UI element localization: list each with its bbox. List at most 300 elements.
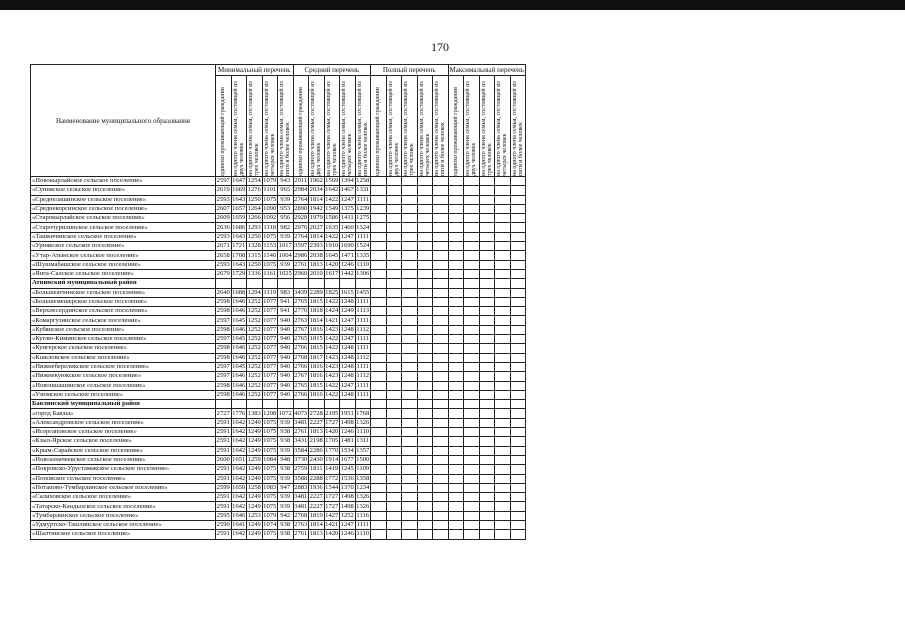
value-cell: 1642	[232, 428, 246, 436]
value-cell	[402, 269, 418, 278]
value-cell: 2928	[294, 214, 308, 222]
value-cell	[464, 372, 480, 381]
table-row	[31, 195, 526, 204]
value-cell	[371, 409, 387, 418]
value-cell: 1650	[232, 483, 246, 491]
value-cell	[386, 335, 402, 344]
value-cell	[417, 325, 433, 334]
value-cell	[216, 279, 232, 288]
value-cell: 1651	[232, 456, 246, 464]
value-cell: 2198	[309, 437, 323, 445]
value-cell	[417, 279, 433, 288]
table-row	[31, 372, 526, 381]
value-cell: 1075	[263, 493, 277, 501]
value-cell	[402, 474, 418, 483]
value-cell: 3730	[294, 456, 308, 464]
value-cell	[247, 279, 263, 288]
value-cell	[464, 251, 480, 260]
value-cell	[371, 344, 387, 353]
value-cell	[510, 428, 526, 437]
value-cell: 1814	[309, 521, 323, 529]
value-cell: 1118	[263, 223, 277, 231]
value-cell	[417, 530, 433, 539]
value-cell: 1111	[356, 232, 369, 240]
value-cell: 1818	[309, 307, 323, 315]
value-cell: 2597	[216, 177, 230, 185]
value-cell	[417, 474, 433, 483]
value-cell: 939	[278, 260, 294, 269]
value-cell: 1815	[309, 298, 323, 305]
value-cell	[386, 195, 402, 204]
value-cell: 1642	[232, 418, 246, 426]
value-cell: 1266	[247, 214, 261, 222]
value-cell	[402, 214, 418, 223]
value-cell	[495, 335, 511, 344]
value-cell	[479, 288, 495, 297]
value-cell: 1819	[309, 511, 323, 519]
settlement-name: «Татарско-Кандызское сельское поселение»	[31, 502, 216, 511]
value-cell: 1110	[356, 260, 370, 268]
value-cell: 1275	[356, 214, 370, 222]
value-cell: 1951	[340, 409, 354, 417]
settlement-name: «Утар-Атынское сельское поселение»	[31, 251, 216, 260]
value-cell: 1816	[309, 363, 323, 371]
value-cell: 1111	[356, 335, 369, 343]
value-cell: 1424	[325, 307, 339, 315]
settlement-name: «Большемешерское сельское поселение»	[31, 297, 216, 306]
value-cell	[479, 335, 495, 344]
value-cell	[402, 279, 418, 288]
value-cell: 1727	[325, 493, 339, 501]
subcolumn-label: на одного члена семьи, состоящей из трех человек	[403, 81, 416, 176]
value-cell: 1075	[263, 530, 277, 538]
settlement-name: «Исергаповское сельское поселение»	[31, 428, 216, 437]
group-header: Минимальный перечень	[216, 65, 294, 76]
value-cell	[386, 493, 402, 502]
value-cell	[340, 279, 356, 288]
value-cell: 2591	[216, 530, 230, 538]
value-cell	[448, 260, 464, 269]
value-cell: 1111	[356, 363, 369, 371]
value-cell: 1643	[232, 260, 246, 268]
value-cell: 2759	[294, 465, 308, 473]
value-cell: 1422	[325, 390, 339, 398]
value-cell: 3481	[294, 493, 308, 501]
value-cell: 2598	[216, 344, 230, 352]
value-cell	[402, 251, 418, 260]
value-cell: 1383	[247, 409, 261, 417]
value-cell: 1252	[247, 372, 261, 380]
value-cell: 1498	[340, 418, 354, 426]
value-cell	[479, 251, 495, 260]
value-cell: 1112	[356, 372, 370, 380]
value-cell: 1258	[356, 177, 370, 185]
table-row	[31, 307, 526, 316]
value-cell: 948	[278, 455, 294, 464]
group-header: Полный перечень	[371, 65, 449, 76]
value-cell	[402, 344, 418, 353]
value-cell	[510, 223, 526, 232]
value-cell: 1248	[340, 372, 354, 380]
value-cell	[371, 325, 387, 334]
value-cell	[386, 307, 402, 316]
value-cell	[433, 223, 449, 232]
value-cell	[417, 316, 433, 325]
value-cell: 1248	[340, 325, 354, 333]
value-cell	[479, 316, 495, 325]
value-cell	[464, 381, 480, 390]
value-cell	[510, 204, 526, 213]
subcolumn-header	[216, 76, 232, 177]
value-cell: 2598	[216, 381, 230, 389]
value-cell: 1249	[340, 307, 354, 315]
value-cell: 2591	[216, 428, 230, 436]
subcolumn-label: одиноко проживающий гражданин	[452, 87, 459, 176]
value-cell	[355, 400, 371, 409]
value-cell	[510, 511, 526, 520]
value-cell: 1077	[263, 363, 277, 371]
value-cell: 2591	[216, 465, 230, 473]
settlement-name: «Поповское сельское поселение»	[31, 474, 216, 483]
subcolumn-label: на одного члена семьи, состоящей из двух человек	[387, 81, 400, 176]
value-cell: 1421	[325, 521, 339, 529]
value-cell	[510, 520, 526, 529]
value-cell	[479, 186, 495, 195]
table-row	[31, 437, 526, 446]
value-cell	[402, 418, 418, 427]
value-cell: 1427	[325, 511, 339, 519]
value-cell	[464, 177, 480, 186]
value-cell: 2598	[216, 298, 230, 305]
table-row	[31, 502, 526, 511]
table-row	[31, 297, 526, 306]
value-cell	[371, 204, 387, 213]
value-cell	[479, 428, 495, 437]
value-cell	[324, 279, 340, 288]
value-cell: 1423	[325, 325, 339, 333]
value-cell: 4073	[294, 409, 308, 417]
subcolumn-label: на одного члена семьи, состоящей из пяти и более человек	[279, 81, 292, 176]
scan-top-edge	[0, 0, 905, 10]
value-cell: 1248	[340, 344, 354, 352]
value-cell: 2599	[216, 483, 230, 491]
value-cell	[464, 353, 480, 362]
settlement-name: «Среднекорсинское сельское поселение»	[31, 204, 216, 213]
value-cell	[495, 520, 511, 529]
value-cell: 1659	[232, 214, 246, 222]
value-cell	[433, 381, 449, 390]
value-cell	[495, 446, 511, 455]
settlement-name: «Новоазначеевское сельское поселение»	[31, 455, 216, 464]
value-cell: 1249	[247, 418, 261, 426]
value-cell	[448, 511, 464, 520]
value-cell	[510, 353, 526, 362]
value-cell	[417, 353, 433, 362]
section-row	[31, 279, 526, 288]
value-cell: 940	[278, 381, 294, 390]
value-cell	[417, 260, 433, 269]
value-cell: 1422	[325, 232, 339, 240]
value-cell: 2591	[216, 474, 230, 482]
settlement-name: «Узюмское сельское поселение»	[31, 390, 216, 399]
value-cell	[464, 474, 480, 483]
value-cell: 1326	[356, 502, 370, 510]
value-cell: 2590	[216, 521, 230, 529]
settlement-name: «Ташкичинское сельское поселение»	[31, 232, 216, 241]
value-cell: 2679	[216, 270, 230, 278]
value-cell	[464, 195, 480, 204]
value-cell: 1234	[356, 483, 370, 491]
value-cell	[402, 493, 418, 502]
value-cell	[479, 279, 495, 288]
value-cell	[448, 288, 464, 297]
settlement-name: «Нижнекуюкское сельское поселение»	[31, 372, 216, 381]
value-cell: 3431	[294, 437, 308, 445]
value-cell: 1617	[325, 270, 339, 278]
value-cell	[510, 297, 526, 306]
value-cell: 1814	[309, 232, 323, 240]
table-row	[31, 344, 526, 353]
value-cell	[479, 465, 495, 474]
value-cell: 1942	[309, 205, 323, 213]
value-cell	[495, 344, 511, 353]
value-cell	[448, 530, 464, 539]
value-cell: 2640	[216, 288, 230, 296]
value-cell: 3481	[294, 502, 308, 510]
value-cell	[386, 269, 402, 278]
table-row	[31, 530, 526, 539]
value-cell	[448, 251, 464, 260]
value-cell	[510, 493, 526, 502]
value-cell: 1643	[232, 232, 246, 240]
value-cell: 2976	[294, 223, 308, 231]
value-cell: 1075	[263, 474, 277, 482]
value-cell	[402, 372, 418, 381]
value-cell: 2591	[216, 502, 230, 510]
value-cell: 982	[278, 223, 294, 232]
value-cell: 1140	[263, 251, 277, 259]
subcolumn-header	[340, 76, 356, 177]
value-cell: 1252	[247, 381, 261, 389]
value-cell	[464, 446, 480, 455]
value-cell: 1420	[325, 428, 339, 436]
value-cell	[479, 195, 495, 204]
value-cell: 1442	[340, 270, 354, 278]
value-cell: 1077	[263, 344, 277, 352]
value-cell: 939	[278, 418, 294, 427]
value-cell: 1248	[340, 353, 354, 361]
value-cell	[479, 418, 495, 427]
value-cell	[278, 400, 294, 409]
value-cell	[293, 400, 309, 409]
value-cell	[495, 223, 511, 232]
value-cell	[464, 186, 480, 195]
value-cell	[433, 483, 449, 492]
value-cell	[433, 455, 449, 464]
value-cell: 1331	[356, 186, 370, 194]
subcolumn-header	[247, 76, 263, 177]
value-cell	[448, 344, 464, 353]
value-cell	[433, 530, 449, 539]
value-cell: 2765	[294, 298, 308, 305]
value-cell	[510, 390, 526, 399]
value-cell	[510, 362, 526, 371]
value-cell: 1258	[247, 483, 261, 491]
value-cell: 1467	[340, 186, 354, 194]
settlement-name: «Среднелашинское сельское поселение»	[31, 195, 216, 204]
district-name: Бавлинский муниципальный район	[31, 400, 216, 409]
value-cell: 942	[278, 511, 294, 520]
value-cell	[495, 530, 511, 539]
value-cell: 1250	[247, 232, 261, 240]
value-cell: 1669	[232, 186, 246, 194]
value-cell: 1077	[263, 325, 277, 333]
value-cell	[371, 390, 387, 399]
value-cell	[448, 204, 464, 213]
value-cell: 1815	[309, 335, 323, 343]
value-cell	[510, 455, 526, 464]
value-cell	[448, 465, 464, 474]
value-cell	[495, 251, 511, 260]
value-cell: 1642	[325, 186, 339, 194]
value-cell: 1252	[247, 307, 261, 315]
value-cell	[371, 511, 387, 520]
value-cell	[386, 446, 402, 455]
value-cell	[433, 297, 449, 306]
subcolumn-label: одиноко проживающий гражданин	[375, 87, 382, 176]
value-cell: 1311	[356, 437, 370, 445]
value-cell	[371, 279, 387, 288]
value-cell	[371, 269, 387, 278]
table-row	[31, 260, 526, 269]
table-row	[31, 288, 526, 297]
value-cell	[479, 325, 495, 334]
value-cell: 2038	[309, 251, 323, 259]
value-cell: 1250	[247, 195, 261, 203]
value-cell: 2597	[216, 372, 230, 380]
table-row	[31, 251, 526, 260]
value-cell	[402, 316, 418, 325]
value-cell	[402, 177, 418, 186]
value-cell	[464, 242, 480, 251]
value-cell: 1247	[340, 381, 354, 389]
value-cell: 1825	[325, 288, 339, 296]
value-cell	[386, 186, 402, 195]
value-cell: 2984	[294, 186, 308, 194]
subcolumn-label: на одного члена семьи, состоящей из трех человек	[325, 81, 338, 176]
subcolumn-header	[293, 76, 309, 177]
subcolumn-label: на одного члена семьи, состоящей из пяти и более человек	[434, 81, 447, 176]
value-cell	[262, 400, 278, 409]
value-cell	[479, 474, 495, 483]
value-cell	[417, 418, 433, 427]
value-cell: 1816	[309, 372, 323, 380]
value-cell: 1814	[309, 195, 323, 203]
value-cell: 1643	[232, 195, 246, 203]
value-cell: 1776	[232, 409, 246, 417]
table-row	[31, 381, 526, 390]
value-cell	[371, 530, 387, 539]
value-cell	[386, 409, 402, 418]
value-cell	[402, 381, 418, 390]
value-cell: 1646	[232, 307, 246, 315]
value-cell	[371, 446, 387, 455]
value-cell: 1549	[325, 205, 339, 213]
settlement-name: «Куглю-Киминское сельское поселение»	[31, 335, 216, 344]
value-cell: 1090	[263, 205, 277, 213]
value-cell: 1306	[356, 270, 370, 278]
value-cell	[448, 381, 464, 390]
value-cell: 2658	[216, 251, 230, 259]
value-cell	[433, 437, 449, 446]
value-cell	[464, 437, 480, 446]
value-cell: 1075	[263, 260, 277, 268]
value-cell: 2766	[294, 390, 308, 398]
value-cell	[448, 232, 464, 241]
subcolumn-label: одиноко проживающий гражданин	[297, 87, 304, 176]
value-cell	[433, 400, 449, 409]
value-cell	[510, 279, 526, 288]
value-cell: 940	[278, 325, 294, 334]
value-cell: 2591	[216, 493, 230, 501]
value-cell	[448, 474, 464, 483]
value-cell: 983	[278, 288, 294, 297]
value-cell: 1641	[232, 521, 246, 529]
value-cell: 939	[278, 232, 294, 241]
value-cell: 1500	[356, 456, 370, 464]
value-cell	[448, 493, 464, 502]
value-cell: 1768	[356, 409, 370, 417]
value-cell: 1423	[325, 353, 339, 361]
value-cell	[417, 483, 433, 492]
value-cell	[417, 307, 433, 316]
value-cell: 2227	[309, 418, 323, 426]
value-cell: 1770	[325, 446, 339, 454]
value-cell	[479, 502, 495, 511]
value-cell	[433, 520, 449, 529]
value-cell: 1249	[247, 530, 261, 538]
value-cell	[371, 493, 387, 502]
subcolumn-label: на одного члена семьи, состоящей из четырех человек	[341, 81, 354, 176]
value-cell	[371, 362, 387, 371]
subcolumn-header	[355, 76, 371, 177]
value-cell: 2728	[309, 409, 323, 417]
value-cell: 1646	[232, 390, 246, 398]
value-cell	[371, 474, 387, 483]
value-cell	[417, 465, 433, 474]
value-cell: 1422	[325, 298, 339, 305]
value-cell	[495, 409, 511, 418]
value-cell: 1111	[356, 344, 369, 352]
value-cell: 1814	[309, 316, 323, 324]
value-cell: 1642	[232, 530, 246, 538]
value-cell: 1642	[232, 502, 246, 510]
value-cell	[386, 344, 402, 353]
value-cell: 1249	[247, 465, 261, 473]
value-cell	[448, 316, 464, 325]
table-row	[31, 455, 526, 464]
value-cell	[417, 269, 433, 278]
value-cell: 938	[278, 428, 294, 437]
value-cell	[355, 279, 371, 288]
settlement-name: «Александровское сельское поселение»	[31, 418, 216, 427]
value-cell	[510, 214, 526, 223]
value-cell: 1075	[263, 465, 277, 473]
value-cell	[371, 465, 387, 474]
value-cell	[479, 511, 495, 520]
value-cell	[464, 483, 480, 492]
value-cell	[495, 269, 511, 278]
